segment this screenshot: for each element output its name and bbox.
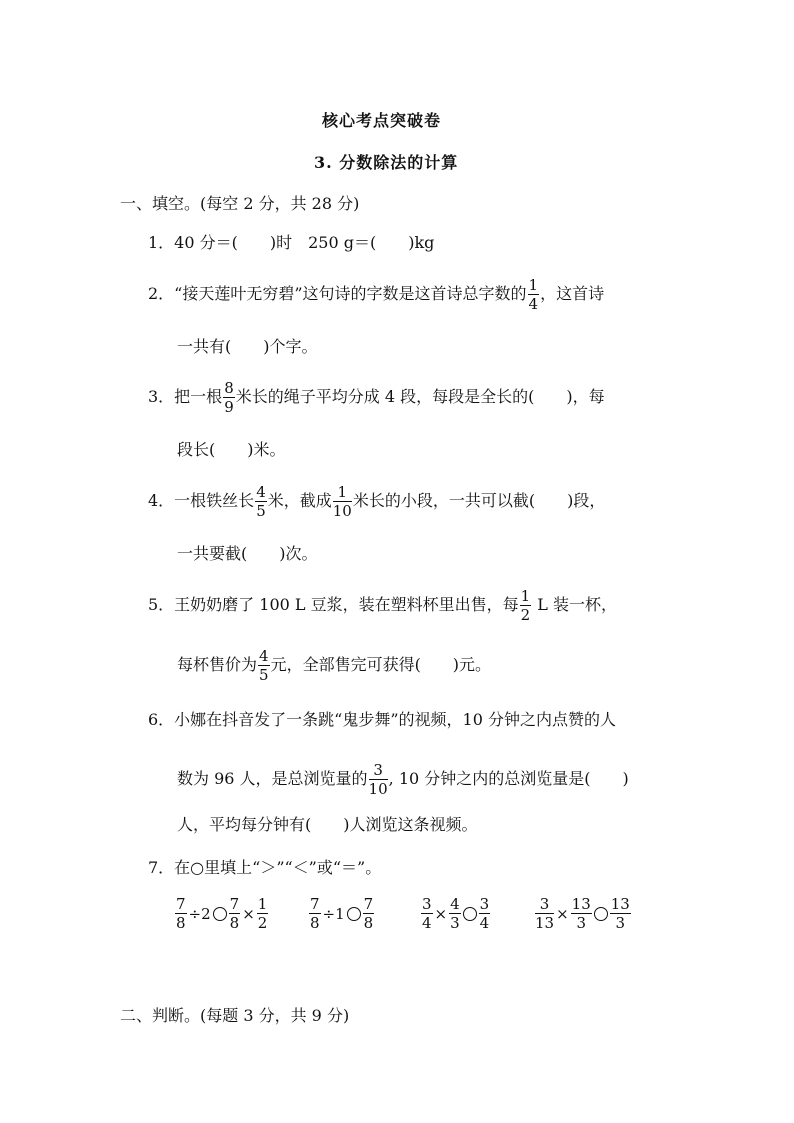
fraction: $\frac{7}{8}$: [310, 895, 320, 932]
question-5-text-d: 元，全部售完可获得( )元。: [270, 655, 492, 674]
question-6: 6．小娜在抖音发了一条跳“鬼步舞”的视频，10 分钟之内点赞的人: [148, 710, 616, 729]
question-6-line-2: [177, 762, 629, 797]
fraction: $\frac{3}{13}$: [535, 895, 555, 932]
question-3-text-b: 米长的绳子平均分成 4 段，每段是全长的( )，每: [235, 387, 605, 406]
fraction: $\frac{1}{10}$: [332, 483, 352, 520]
fraction: $\frac{7}{8}$: [229, 895, 240, 932]
question-3: [148, 380, 605, 415]
fraction: $\frac{4}{3}$: [450, 895, 460, 932]
page-subtitle: 3. 分数除法的计算: [314, 153, 459, 172]
question-5: [148, 588, 617, 623]
question-7: 7．在○里填上“＞”“＜”或“＝”。: [148, 858, 382, 877]
comparison-3: [420, 896, 491, 931]
question-6-text-b: 数为 96 人，是总浏览量的: [177, 769, 368, 788]
comparison-4: [534, 896, 632, 931]
question-3-text-a: 3．把一根: [148, 387, 223, 406]
page-title: 核心考点突破卷: [322, 111, 442, 130]
question-5-line-2: [177, 648, 491, 683]
fraction: $\frac{3}{10}$: [368, 761, 388, 798]
fraction: $\frac{1}{2}$: [257, 895, 268, 932]
question-5-text-c: 每杯售价为: [177, 655, 258, 674]
section-2-heading: 二、判断。(每题 3 分，共 9 分): [120, 1006, 350, 1025]
question-4-line-2: 一共要截( )次。: [177, 544, 318, 563]
operator: ÷1: [322, 904, 345, 923]
operator: ×: [242, 904, 255, 923]
comparison-1: [174, 896, 269, 931]
question-1: 1．40 分＝( )时 250 g＝( )kg: [148, 233, 435, 252]
section-1-heading: 一、填空。(每空 2 分，共 28 分): [120, 194, 360, 213]
question-2-line-2: 一共有( )个字。: [177, 337, 318, 356]
fraction: $\frac{7}{8}$: [176, 895, 186, 932]
question-2-text-b: ，这首诗: [540, 284, 605, 303]
operator: ×: [434, 904, 448, 923]
fraction: $\frac{1}{4}$: [528, 276, 539, 313]
operator: ÷2: [188, 904, 211, 923]
answer-circle[interactable]: [213, 907, 227, 921]
answer-circle[interactable]: [594, 907, 608, 921]
question-3-line-2: 段长( )米。: [177, 440, 286, 459]
fraction: $\frac{13}{3}$: [571, 895, 591, 932]
question-5-text-a: 5．王奶奶磨了 100 L 豆浆，装在塑料杯里出售，每: [148, 595, 519, 614]
fraction: $\frac{4}{5}$: [256, 483, 266, 520]
fraction: $\frac{1}{2}$: [520, 587, 531, 624]
comparison-2: [308, 896, 375, 931]
fraction: $\frac{7}{8}$: [363, 895, 374, 932]
fraction: $\frac{13}{3}$: [610, 895, 630, 932]
fraction: $\frac{3}{4}$: [479, 895, 490, 932]
question-4-text-c: 米长的小段，一共可以截( )段，: [352, 491, 606, 510]
operator: ×: [556, 904, 569, 923]
question-4-text-a: 4．一根铁丝长: [148, 491, 255, 510]
question-4: [148, 484, 605, 519]
fraction: $\frac{4}{5}$: [259, 647, 269, 684]
question-6-line-3: 人，平均每分钟有( )人浏览这条视频。: [177, 815, 478, 834]
question-2: [148, 277, 604, 312]
answer-circle[interactable]: [347, 907, 361, 921]
question-4-text-b: 米，截成: [267, 491, 332, 510]
question-6-text-c: , 10 分钟之内的总浏览量是( ): [388, 769, 629, 788]
fraction: $\frac{8}{9}$: [224, 379, 234, 416]
question-5-text-b: L 装一杯，: [532, 595, 617, 614]
question-2-text-a: 2．“接天莲叶无穷碧”这句诗的字数是这首诗总字数的: [148, 284, 527, 303]
answer-circle[interactable]: [463, 907, 477, 921]
fraction: $\frac{3}{4}$: [422, 895, 432, 932]
